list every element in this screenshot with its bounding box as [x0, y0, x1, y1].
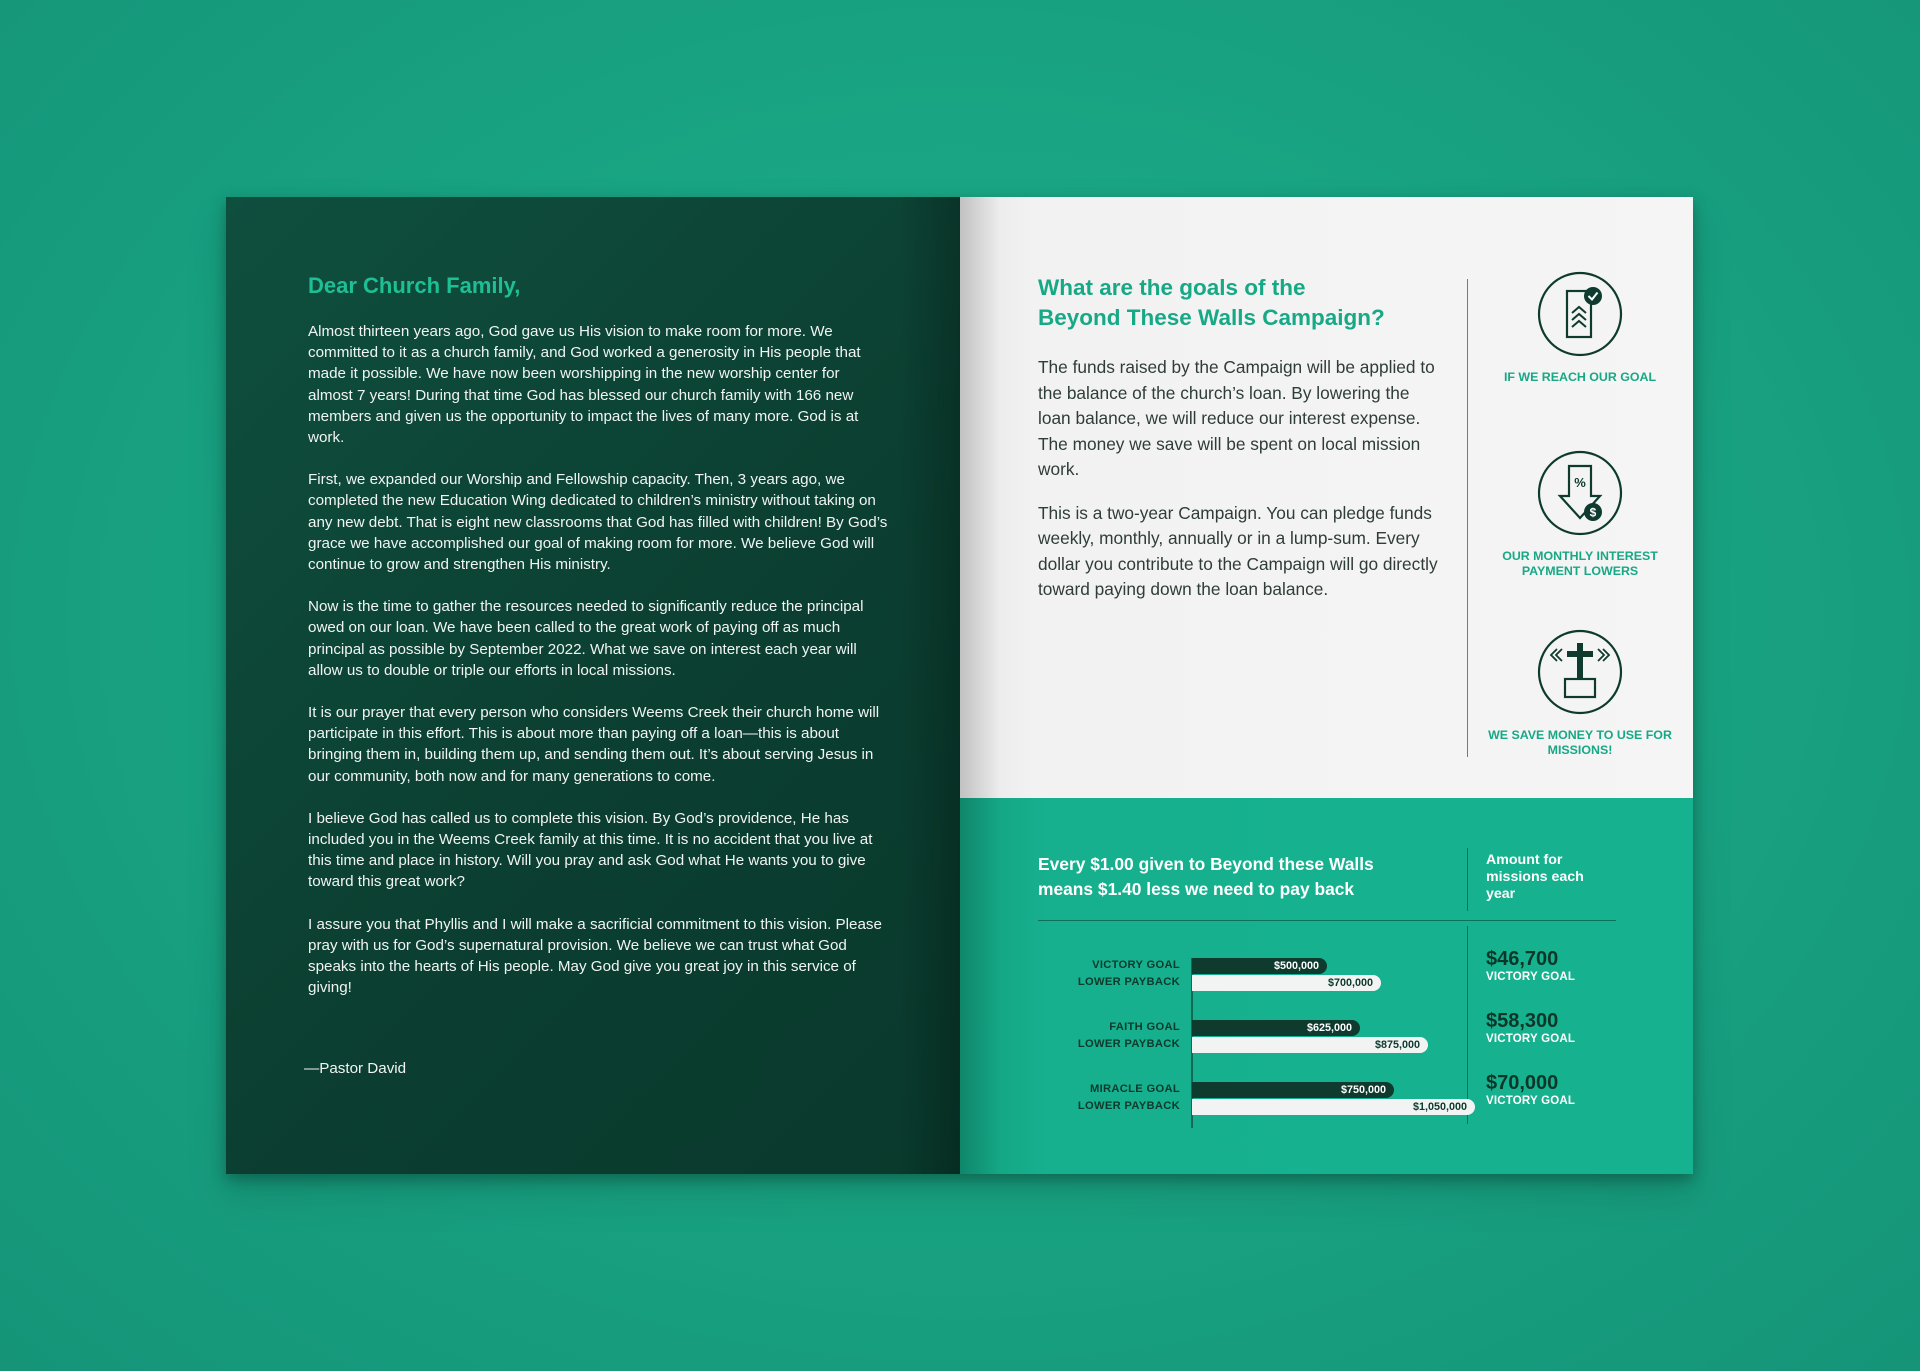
payback-bar-chart [1000, 958, 1470, 1138]
cross-missions-icon [1537, 629, 1623, 715]
goal-bar-value: $625,000 [1306, 1022, 1352, 1034]
goals-body [1038, 355, 1438, 621]
missions-amount [1486, 1072, 1575, 1108]
payback-title-line1: Every $1.00 given to Beyond these Walls [1038, 854, 1374, 874]
letter-page [226, 197, 960, 1174]
missions-amount-header: Amount for missions each year [1486, 852, 1584, 902]
payback-bar [1192, 975, 1381, 991]
goals-divider [1467, 279, 1468, 757]
letter-body [308, 321, 888, 1019]
goal-bar-value: $750,000 [1340, 1084, 1386, 1096]
missions-amount [1486, 948, 1575, 984]
payback-label: LOWER PAYBACK [1077, 976, 1180, 988]
goal-label: VICTORY GOAL [1092, 959, 1180, 971]
goal-bar [1192, 1020, 1360, 1036]
goal-bar [1192, 958, 1327, 974]
payback-label: LOWER PAYBACK [1077, 1100, 1180, 1112]
missions-amount-label: VICTORY GOAL [1486, 1033, 1576, 1045]
door-goal-check-icon [1537, 271, 1623, 357]
letter-greeting: Dear Church Family, [308, 273, 521, 298]
svg-text:%: % [1574, 475, 1586, 490]
letter-signature: —Pastor David [304, 1060, 407, 1077]
payback-bar-value: $1,050,000 [1412, 1101, 1467, 1113]
payback-section [960, 798, 1693, 1174]
horizontal-divider [1038, 920, 1616, 921]
goal-label: FAITH GOAL [1109, 1021, 1180, 1033]
goal-bar [1192, 1082, 1394, 1098]
icon-item-missions [1485, 629, 1675, 758]
payback-bar-value: $700,000 [1327, 977, 1373, 989]
icon-label: WE SAVE MONEY TO USE FOR MISSIONS! [1488, 728, 1672, 757]
brochure-spread [226, 197, 1693, 1174]
goal-bar-value: $500,000 [1273, 960, 1319, 972]
goal-label: MIRACLE GOAL [1090, 1083, 1180, 1095]
payback-bar-value: $875,000 [1374, 1039, 1420, 1051]
goals-paragraph: This is a two-year Campaign. You can pledge funds weekly, monthly, annually or in a lump-sum. Every dollar you contribute to the Campaign will go directly toward paying down the loan balance. [1038, 502, 1438, 599]
icon-item-goal [1485, 271, 1675, 385]
goals-paragraph: The funds raised by the Campaign will be applied to the balance of the church’s loan. By lowering the loan balance, we will reduce our interest expense. The money we save will be spent on local mission work. [1038, 357, 1435, 479]
goals-title-line2: Beyond These Walls Campaign? [1038, 305, 1385, 330]
icon-label: OUR MONTHLY INTEREST PAYMENT LOWERS [1502, 549, 1658, 578]
letter-paragraph: I believe God has called us to complete this vision. By God’s providence, He has included you in the Weems Creek family at this time. It is no accident that you live at this time and place in history. Will you pray and ask God what He wants you to give toward this great work? [308, 809, 873, 891]
letter-paragraph: Almost thirteen years ago, God gave us His vision to make room for more. We committed to it as a church family, and God worked a generosity in His people that made it possible. We have now been worshipping in the new worship center for almost 7 years! During that time God has blessed our church family with 166 new members and given us the opportunity to impact the lives of many more. God is at work. [308, 323, 861, 447]
missions-amount-label: VICTORY GOAL [1486, 971, 1576, 983]
missions-amount [1486, 1010, 1575, 1046]
header-divider [1467, 848, 1468, 911]
icon-label: IF WE REACH OUR GOAL [1503, 370, 1657, 384]
goals-title-line1: What are the goals of the [1038, 275, 1306, 300]
svg-text:$: $ [1589, 505, 1597, 520]
payback-title [1038, 852, 1438, 902]
goals-title [1038, 273, 1438, 333]
missions-amount-value: $70,000 [1486, 1072, 1559, 1094]
payback-label: LOWER PAYBACK [1077, 1038, 1180, 1050]
letter-paragraph: Now is the time to gather the resources needed to significantly reduce the principal owed on our loan. We have been called to the great work of paying off as much principal as possible by September 2022. What we save on interest each year will allow us to double or triple our efforts in local missions. [308, 598, 864, 679]
missions-amount-value: $46,700 [1486, 948, 1559, 970]
payback-title-line2: means $1.40 less we need to pay back [1038, 879, 1355, 899]
missions-amount-value: $58,300 [1486, 1010, 1559, 1032]
goals-page [960, 197, 1693, 1174]
missions-amount-label: VICTORY GOAL [1486, 1095, 1576, 1107]
payback-bar [1192, 1037, 1428, 1053]
letter-paragraph: I assure you that Phyllis and I will make a sacrificial commitment to this vision. Please pray with us for God’s supernatural provision. We believe we can trust what God speaks into the hearts of His people. May God give you great joy in this service of giving! [308, 915, 882, 997]
letter-paragraph: It is our prayer that every person who considers Weems Creek their church home will participate in this effort. This is about more than paying off a loan—this is about bringing them in, building them up, and sending them out. It’s about serving Jesus in our community, both now and for many generations to come. [308, 704, 880, 785]
goals-section [960, 197, 1693, 798]
payback-bar [1192, 1099, 1475, 1115]
percent-down-arrow-dollar-icon [1537, 450, 1623, 536]
letter-paragraph: First, we expanded our Worship and Fellowship capacity. Then, 3 years ago, we completed the new Education Wing dedicated to children’s ministry without taking on any new debt. That is eight new classrooms that God has filled with children! By God’s grace we have accomplished our goal of making room for more. We believe God will continue to grow and strengthen His ministry. [308, 471, 888, 574]
icon-item-interest [1485, 450, 1675, 579]
